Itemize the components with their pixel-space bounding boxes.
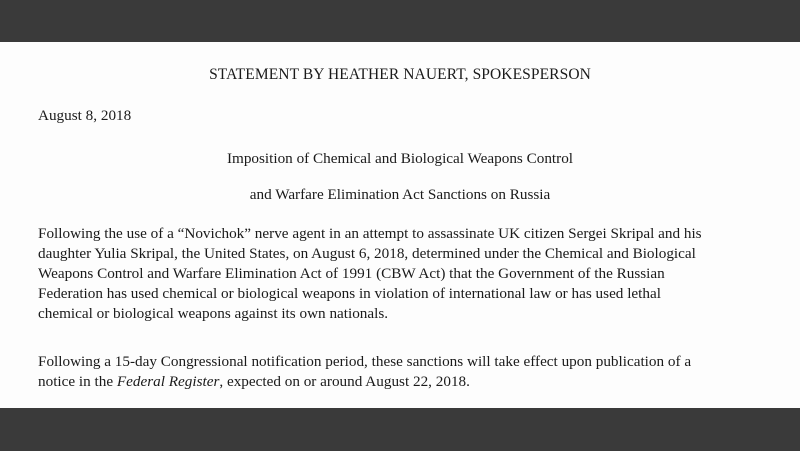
federal-register-title: Federal Register xyxy=(116,373,220,390)
paragraph-effective-date xyxy=(38,352,768,392)
paragraph-sanctions-determination xyxy=(38,224,768,324)
document-subtitle-line-1: Imposition of Chemical and Biological Weapons Control xyxy=(226,150,574,167)
paragraph-text: notice in the xyxy=(38,373,117,390)
paragraph-line: Following a 15-day Congressional notification period, these sanctions will take effect upon publication of a xyxy=(38,353,692,370)
paragraph-line: Federation has used chemical or biological weapons in violation of international law or has used lethal xyxy=(38,285,661,302)
document-date: August 8, 2018 xyxy=(38,107,132,124)
paragraph-line: chemical or biological weapons against its own nationals. xyxy=(38,305,389,322)
paragraph-text: , expected on or around August 22, 2018. xyxy=(219,373,470,390)
document-subtitle-line-2: and Warfare Elimination Act Sanctions on Russia xyxy=(249,186,551,203)
paragraph-line: Weapons Control and Warfare Elimination Act of 1991 (CBW Act) that the Government of the Russian xyxy=(38,265,665,282)
paragraph-line xyxy=(38,372,768,392)
paragraph-line: Following the use of a “Novichok” nerve agent in an attempt to assassinate UK citizen Sergei Skripal and his xyxy=(38,225,702,242)
paragraph-line: daughter Yulia Skripal, the United States, on August 6, 2018, determined under the Chemical and Biological xyxy=(38,245,696,262)
document-heading: STATEMENT BY HEATHER NAUERT, SPOKESPERSON xyxy=(209,66,591,83)
statement-document xyxy=(0,42,800,408)
